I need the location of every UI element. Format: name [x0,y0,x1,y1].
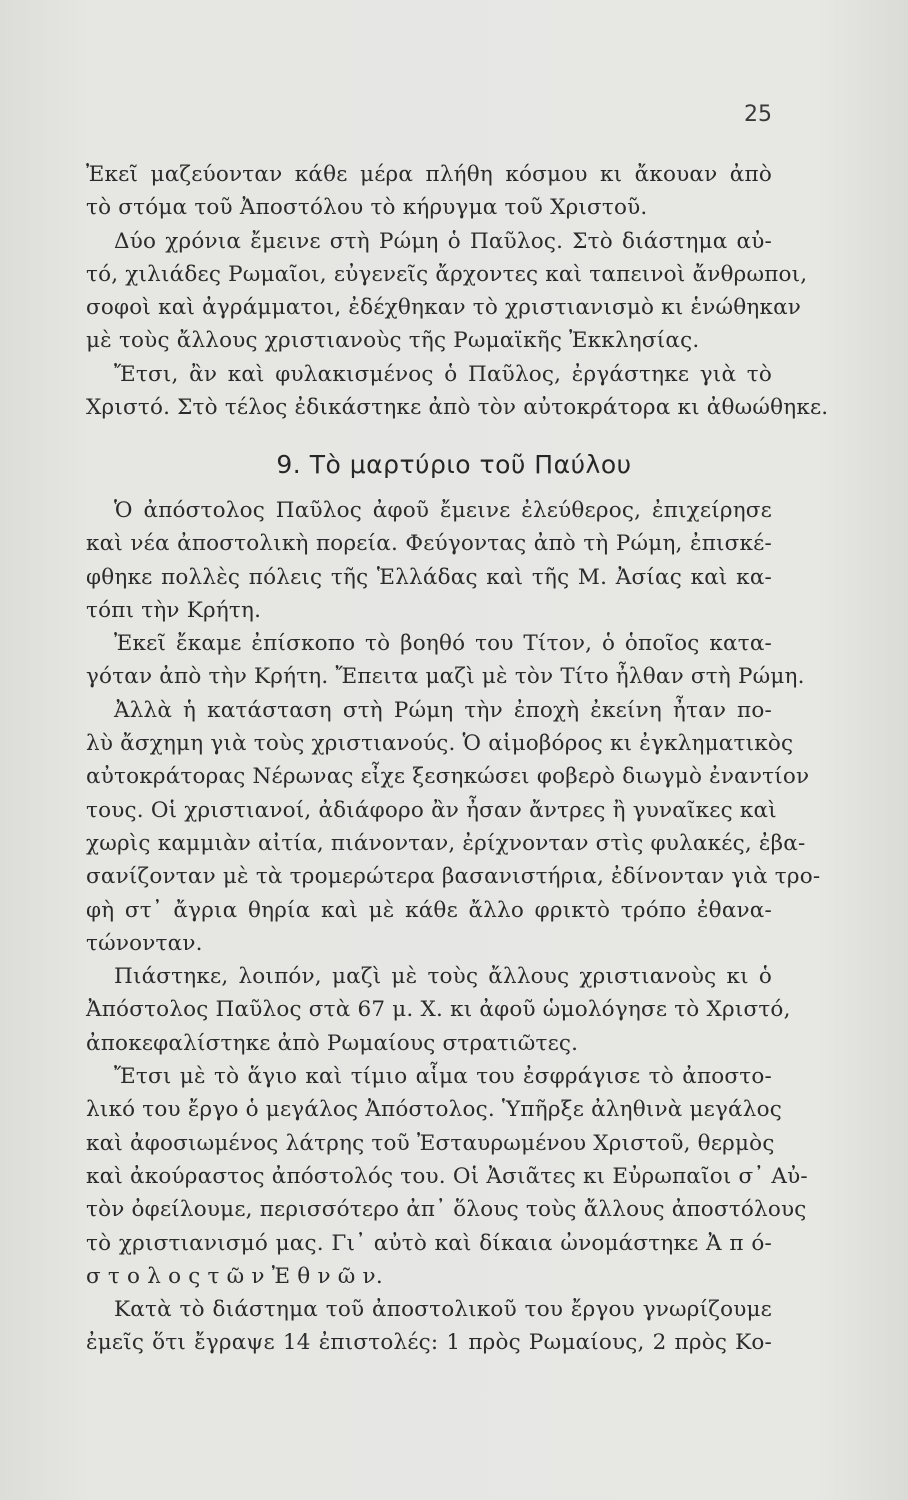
text-line: Ἔτσι μὲ τὸ ἅγιο καὶ τίμιο αἷμα του ἐσφράγισε τὸ ἀποστο- [114,1064,772,1090]
section-heading: 9. Τὸ μαρτύριο τοῦ Παύλου [276,450,632,479]
text-line: Ἀπόστολος Παῦλος στὰ 67 μ. Χ. κι ἀφοῦ ὡμολόγησε τὸ Χριστό, [86,997,791,1023]
text-line: φὴ στ᾿ ἄγρια θηρία καὶ μὲ κάθε ἄλλο φρικτὸ τρόπο ἐθανα- [86,897,772,923]
text-line: Ἔτσι, ἂν καὶ φυλακισμένος ὁ Παῦλος, ἐργάστηκε γιὰ τὸ [114,361,772,387]
text-line: τό, χιλιάδες Ρωμαῖοι, εὐγενεῖς ἄρχοντες καὶ ταπεινοὶ ἄνθρωποι, [86,261,808,287]
text-line: χωρὶς καμμιὰν αἰτία, πιάνονταν, ἐρίχνονταν στὶς φυλακές, ἐβα- [86,830,806,856]
text-line: Ἐκεῖ μαζεύονταν κάθε μέρα πλήθη κόσμου κι ἄκουαν ἀπὸ [86,162,772,187]
text-line: Χριστό. Στὸ τέλος ἐδικάστηκε ἀπὸ τὸν αὐτοκράτορα κι ἀθωώθηκε. [86,395,829,421]
text-line: Ἀλλὰ ἡ κατάσταση στὴ Ρώμη τὴν ἐποχὴ ἐκείνη ἦταν πο- [114,697,772,723]
text-line: φθηκε πολλὲς πόλεις τῆς Ἑλλάδας καὶ τῆς Μ. Ἀσίας καὶ κα- [86,564,772,590]
text-line: τόπι τὴν Κρήτη. [86,597,262,623]
text-line: αὐτοκράτορας Νέρωνας εἶχε ξεσηκώσει φοβερὸ διωγμὸ ἐναντίον [86,764,810,790]
section-2-text [86,494,821,1360]
text-line: σ τ ο λ ο ς τ ῶ ν Ἐ θ ν ῶ ν. [86,1263,383,1289]
text-line: τὸ στόμα τοῦ Ἀποστόλου τὸ κήρυγμα τοῦ Χριστοῦ. [86,195,648,221]
text-line: ἐμεῖς ὅτι ἔγραψε 14 ἐπιστολές: 1 πρὸς Ρωμαίους, 2 πρὸς Κο- [86,1330,772,1356]
text-line: τὸν ὀφείλουμε, περισσότερο ἀπ᾿ ὅλους τοὺς ἄλλους ἀποστόλους [86,1197,807,1223]
text-line: ἀποκεφαλίστηκε ἀπὸ Ρωμαίους στρατιῶτες. [86,1030,579,1056]
text-line: καὶ ἀκούραστος ἀπόστολός του. Οἱ Ἀσιᾶτες κι Εὐρωπαῖοι σ᾿ Αὐ- [86,1163,808,1189]
text-line: μὲ τοὺς ἄλλους χριστιανοὺς τῆς Ρωμαϊκῆς Ἐκκλησίας. [86,328,700,354]
text-line: Ὁ ἀπόστολος Παῦλος ἀφοῦ ἔμεινε ἐλεύθερος, ἐπιχείρησε [114,498,772,523]
text-line: καὶ ἀφοσιωμένος λάτρης τοῦ Ἐσταυρωμένου Χριστοῦ, θερμὸς [86,1130,775,1156]
text-line: Πιάστηκε, λοιπόν, μαζὶ μὲ τοὺς ἄλλους χριστιανοὺς κι ὁ [114,964,772,990]
text-line: τους. Οἱ χριστιανοί, ἀδιάφορο ἂν ἦσαν ἄντρες ἢ γυναῖκες καὶ [86,797,777,823]
text-line: Δύο χρόνια ἔμεινε στὴ Ρώμη ὁ Παῦλος. Στὸ διάστημα αὐ- [114,228,772,254]
text-line: λὺ ἄσχημη γιὰ τοὺς χριστιανούς. Ὁ αἱμοβόρος κι ἐγκληματικὸς [86,731,794,757]
text-line: λικό του ἔργο ὁ μεγάλος Ἀπόστολος. Ὑπῆρξε ἀληθινὰ μεγάλος [86,1097,782,1123]
section-1-text [86,158,829,424]
text-line: γόταν ἀπὸ τὴν Κρήτη. Ἔπειτα μαζὶ μὲ τὸν Τίτο ἦλθαν στὴ Ρώμη. [86,664,805,690]
text-line: σανίζονταν μὲ τὰ τρομερώτερα βασανιστήρια, ἐδίνονταν γιὰ τρο- [86,864,821,890]
text-line: καὶ νέα ἀποστολικὴ πορεία. Φεύγοντας ἀπὸ τὴ Ρώμη, ἐπισκέ- [86,531,772,557]
page-number: 25 [744,102,772,127]
text-line: Κατὰ τὸ διάστημα τοῦ ἀποστολικοῦ του ἔργου γνωρίζουμε [114,1297,772,1323]
text-line: τὸ χριστιανισμό μας. Γι᾿ αὐτὸ καὶ δίκαια ὠνομάστηκε Ἀ π ό- [86,1230,772,1256]
text-line: τώνονταν. [86,930,203,956]
text-line: σοφοὶ καὶ ἀγράμματοι, ἐδέχθηκαν τὸ χριστιανισμὸ κι ἑνώθηκαν [86,295,802,321]
text-line: Ἐκεῖ ἔκαμε ἐπίσκοπο τὸ βοηθό του Τίτον, ὁ ὁποῖος κατα- [114,631,772,657]
